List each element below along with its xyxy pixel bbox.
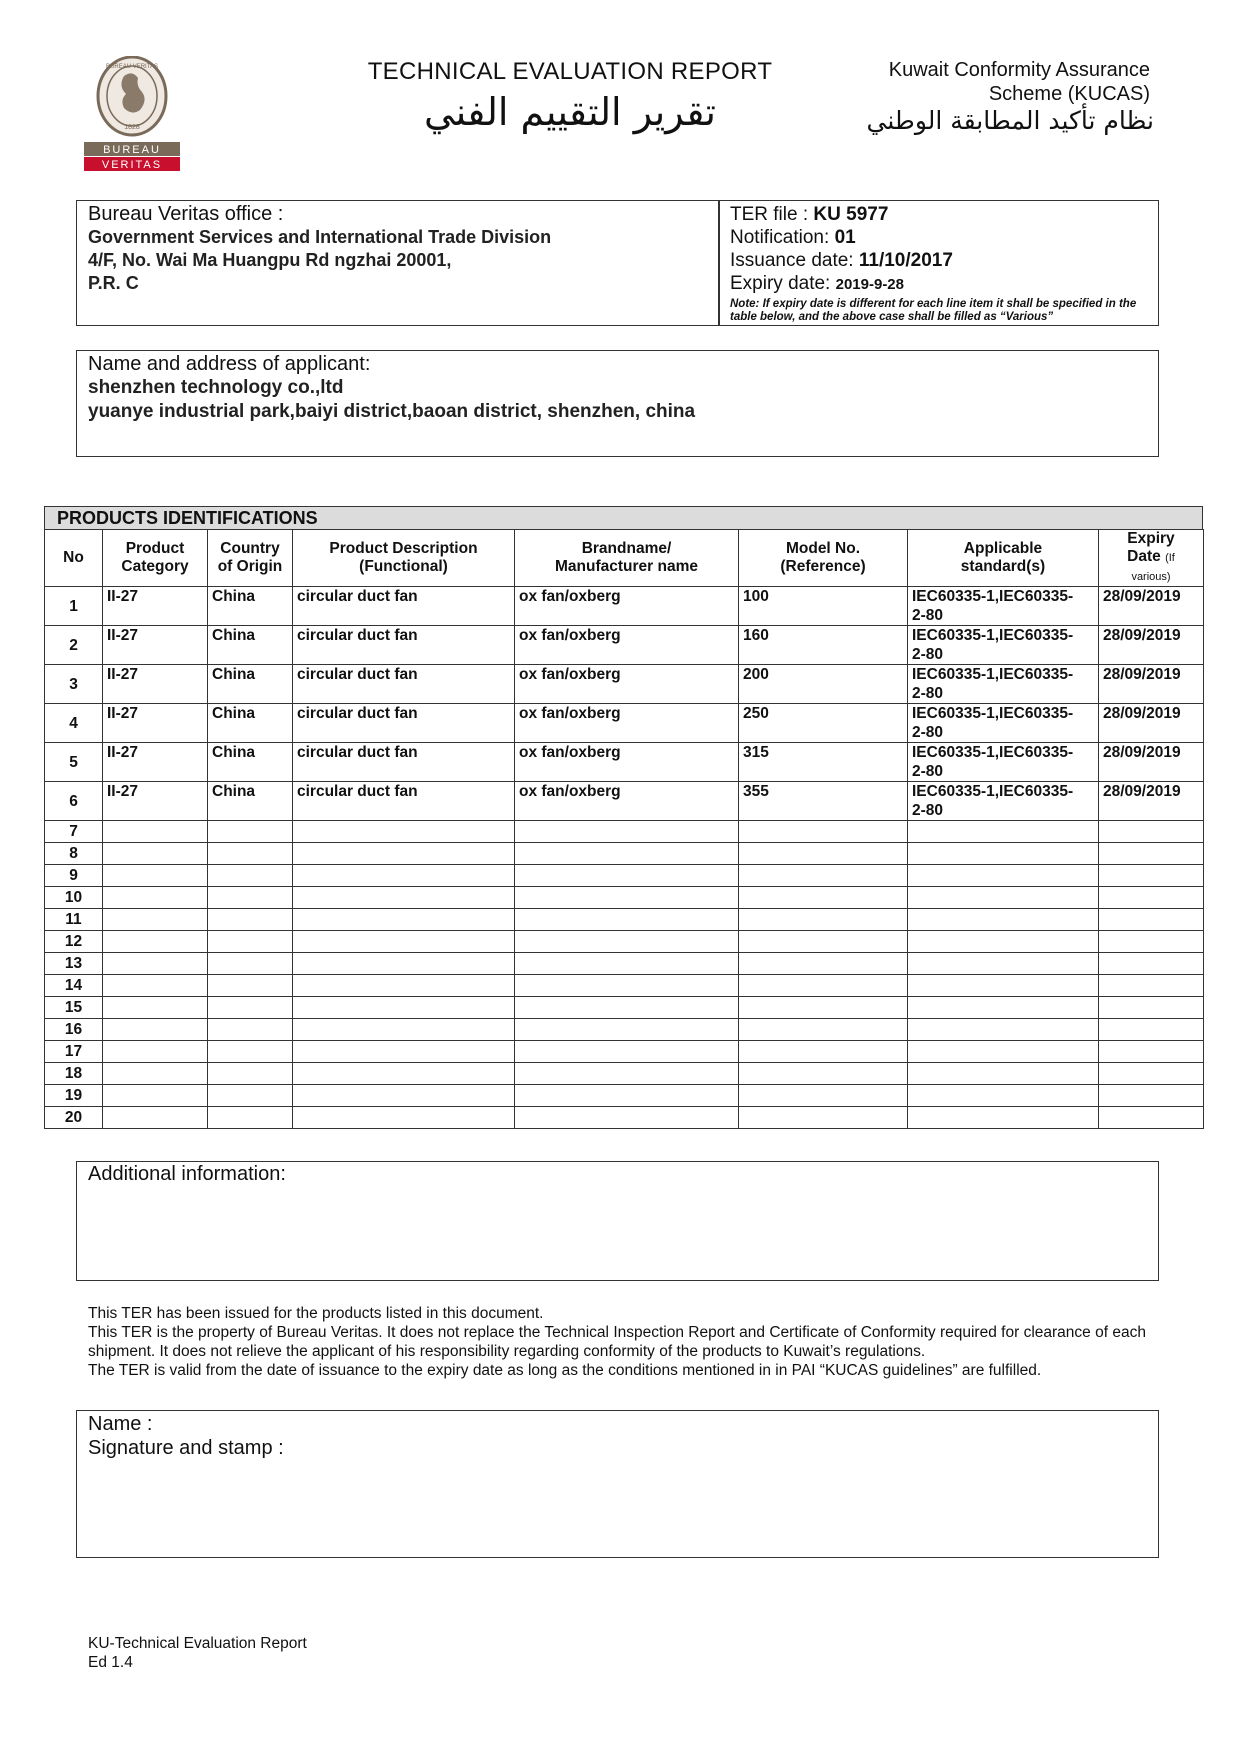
cell-no: 20: [45, 1107, 103, 1129]
disclaimer: [88, 1304, 1146, 1380]
cell-empty: [103, 865, 208, 887]
signature-block: [88, 1412, 284, 1460]
ter-file-label: TER file :: [730, 204, 809, 225]
cell-empty: [208, 953, 293, 975]
issuance-row: [730, 249, 1155, 272]
cell-origin: China: [208, 665, 293, 704]
cell-brand: ox fan/oxberg: [515, 626, 739, 665]
cell-origin: China: [208, 743, 293, 782]
cell-empty: [1099, 997, 1204, 1019]
cell-empty: [1099, 865, 1204, 887]
table-row: [45, 626, 1204, 665]
issuance-label: Issuance date:: [730, 250, 854, 271]
cell-empty: [208, 1085, 293, 1107]
header-description: Product Description (Functional): [293, 530, 515, 587]
cell-origin: China: [208, 587, 293, 626]
table-row: [45, 743, 1204, 782]
footer: [88, 1634, 307, 1672]
cell-no: 1: [45, 587, 103, 626]
ter-block: [730, 203, 1155, 324]
cell-expiry: 28/09/2019: [1099, 587, 1204, 626]
notification-value: 01: [834, 227, 856, 248]
cell-empty: [908, 931, 1099, 953]
logo-ring-text: BUREAU VERITAS: [106, 64, 158, 70]
standard-line-2: 2-80: [912, 607, 944, 624]
standard-line-1: IEC60335-1,IEC60335-: [912, 744, 1074, 761]
cell-empty: [208, 975, 293, 997]
ter-file-row: [730, 203, 1155, 226]
cell-empty: [739, 953, 908, 975]
office-block: [88, 203, 708, 295]
standard-line-2: 2-80: [912, 802, 944, 819]
table-row: [45, 704, 1204, 743]
standard-line-1: IEC60335-1,IEC60335-: [912, 588, 1074, 605]
ter-file-value: KU 5977: [813, 204, 889, 225]
table-row-empty: [45, 1063, 1204, 1085]
cell-empty: [208, 865, 293, 887]
cell-empty: [1099, 843, 1204, 865]
cell-origin: China: [208, 782, 293, 821]
cell-empty: [103, 931, 208, 953]
cell-empty: [208, 1107, 293, 1129]
cell-empty: [739, 1107, 908, 1129]
cell-empty: [739, 931, 908, 953]
cell-empty: [293, 953, 515, 975]
cell-standard: [908, 704, 1099, 743]
cell-brand: ox fan/oxberg: [515, 587, 739, 626]
table-row: [45, 782, 1204, 821]
cell-empty: [293, 821, 515, 843]
applicant-block: [88, 352, 1138, 424]
cell-model: 250: [739, 704, 908, 743]
cell-brand: ox fan/oxberg: [515, 743, 739, 782]
cell-brand: ox fan/oxberg: [515, 704, 739, 743]
cell-no: 8: [45, 843, 103, 865]
products-header-row: [45, 530, 1204, 587]
signature-label: Signature and stamp :: [88, 1437, 284, 1459]
cell-no: 18: [45, 1063, 103, 1085]
cell-model: 200: [739, 665, 908, 704]
office-address-line-2: 4/F, No. Wai Ma Huangpu Rd ngzhai 20001,: [88, 250, 452, 270]
cell-empty: [1099, 975, 1204, 997]
table-row-empty: [45, 865, 1204, 887]
disclaimer-p1: This TER has been issued for the products listed in this document.: [88, 1305, 544, 1322]
cell-empty: [293, 997, 515, 1019]
scheme-line-2: Scheme (KUCAS): [988, 83, 1150, 105]
cell-empty: [908, 997, 1099, 1019]
cell-empty: [103, 1107, 208, 1129]
notification-row: [730, 226, 1155, 249]
logo-word-veritas: VERITAS: [101, 159, 163, 171]
cell-empty: [908, 865, 1099, 887]
cell-empty: [515, 997, 739, 1019]
cell-empty: [293, 1085, 515, 1107]
cell-empty: [293, 909, 515, 931]
cell-empty: [739, 887, 908, 909]
cell-empty: [515, 1063, 739, 1085]
cell-empty: [515, 887, 739, 909]
standard-line-1: IEC60335-1,IEC60335-: [912, 783, 1074, 800]
cell-category: II-27: [103, 743, 208, 782]
cell-empty: [515, 975, 739, 997]
cell-empty: [908, 1019, 1099, 1041]
cell-empty: [1099, 821, 1204, 843]
standard-line-2: 2-80: [912, 646, 944, 663]
table-row-empty: [45, 975, 1204, 997]
cell-empty: [908, 843, 1099, 865]
notification-label: Notification:: [730, 227, 830, 248]
cell-standard: [908, 665, 1099, 704]
cell-empty: [515, 953, 739, 975]
cell-no: 16: [45, 1019, 103, 1041]
table-row-empty: [45, 931, 1204, 953]
cell-category: II-27: [103, 587, 208, 626]
cell-origin: China: [208, 626, 293, 665]
cell-empty: [103, 953, 208, 975]
cell-standard: [908, 782, 1099, 821]
standard-line-1: IEC60335-1,IEC60335-: [912, 705, 1074, 722]
cell-empty: [739, 865, 908, 887]
cell-empty: [103, 909, 208, 931]
cell-empty: [515, 909, 739, 931]
table-row-empty: [45, 843, 1204, 865]
cell-empty: [293, 931, 515, 953]
header-standard: Applicable standard(s): [908, 530, 1099, 587]
cell-empty: [1099, 1085, 1204, 1107]
cell-empty: [1099, 931, 1204, 953]
cell-empty: [208, 821, 293, 843]
cell-empty: [739, 1085, 908, 1107]
cell-empty: [103, 1063, 208, 1085]
cell-model: 315: [739, 743, 908, 782]
standard-line-2: 2-80: [912, 724, 944, 741]
office-ter-divider: [718, 200, 720, 326]
header-origin: Country of Origin: [208, 530, 293, 587]
cell-empty: [208, 1063, 293, 1085]
table-row-empty: [45, 887, 1204, 909]
cell-no: 15: [45, 997, 103, 1019]
expiry-value: 2019-9-28: [835, 276, 904, 293]
cell-no: 17: [45, 1041, 103, 1063]
applicant-label: Name and address of applicant:: [88, 353, 371, 375]
cell-empty: [293, 1107, 515, 1129]
cell-desc: circular duct fan: [293, 743, 515, 782]
cell-empty: [293, 1041, 515, 1063]
cell-empty: [908, 953, 1099, 975]
cell-no: 6: [45, 782, 103, 821]
cell-empty: [208, 1041, 293, 1063]
cell-empty: [739, 1041, 908, 1063]
cell-empty: [908, 1085, 1099, 1107]
cell-model: 355: [739, 782, 908, 821]
cell-empty: [1099, 953, 1204, 975]
table-row-empty: [45, 1019, 1204, 1041]
scheme-line-1: Kuwait Conformity Assurance: [888, 59, 1150, 81]
cell-empty: [293, 843, 515, 865]
table-row: [45, 665, 1204, 704]
bureau-veritas-seal-icon: [84, 56, 180, 174]
cell-empty: [293, 1019, 515, 1041]
cell-expiry: 28/09/2019: [1099, 626, 1204, 665]
cell-empty: [908, 909, 1099, 931]
scheme-title-ar: نظام تأكيد المطابقة الوطني: [866, 106, 1154, 135]
cell-desc: circular duct fan: [293, 782, 515, 821]
cell-category: II-27: [103, 782, 208, 821]
cell-empty: [908, 1107, 1099, 1129]
header-no: No: [45, 530, 103, 587]
cell-empty: [103, 975, 208, 997]
cell-no: 12: [45, 931, 103, 953]
cell-no: 10: [45, 887, 103, 909]
table-row-empty: [45, 1085, 1204, 1107]
table-row-empty: [45, 1041, 1204, 1063]
cell-origin: China: [208, 704, 293, 743]
cell-empty: [103, 1085, 208, 1107]
table-row-empty: [45, 821, 1204, 843]
footer-edition: Ed 1.4: [88, 1654, 133, 1671]
cell-no: 7: [45, 821, 103, 843]
office-address-line-1: Government Services and International Trade Division: [88, 227, 552, 247]
cell-expiry: 28/09/2019: [1099, 665, 1204, 704]
cell-empty: [739, 975, 908, 997]
disclaimer-p3: The TER is valid from the date of issuance to the expiry date as long as the conditions mentioned in in PAI “KUCAS guidelines” are fulfilled.: [88, 1362, 1042, 1379]
cell-empty: [293, 1063, 515, 1085]
cell-empty: [1099, 909, 1204, 931]
cell-desc: circular duct fan: [293, 704, 515, 743]
cell-empty: [515, 1041, 739, 1063]
cell-empty: [908, 821, 1099, 843]
table-row-empty: [45, 997, 1204, 1019]
cell-empty: [103, 887, 208, 909]
cell-empty: [208, 843, 293, 865]
cell-empty: [293, 887, 515, 909]
header-expiry: Expiry Date (If various): [1099, 530, 1204, 587]
standard-line-2: 2-80: [912, 763, 944, 780]
cell-desc: circular duct fan: [293, 587, 515, 626]
header-category: Product Category: [103, 530, 208, 587]
header-model: Model No. (Reference): [739, 530, 908, 587]
cell-empty: [739, 1063, 908, 1085]
expiry-note: Note: If expiry date is different for each line item it shall be specified in the table below, and the above case shall be filled as “Various”: [730, 298, 1137, 323]
cell-no: 5: [45, 743, 103, 782]
footer-doc-name: KU-Technical Evaluation Report: [88, 1635, 307, 1652]
cell-no: 13: [45, 953, 103, 975]
cell-empty: [515, 821, 739, 843]
products-section-title: PRODUCTS IDENTIFICATIONS: [44, 506, 1203, 530]
logo-word-bureau: BUREAU: [103, 144, 161, 156]
cell-standard: [908, 587, 1099, 626]
applicant-name: shenzhen technology co.,ltd: [88, 377, 344, 398]
cell-empty: [515, 843, 739, 865]
table-row-empty: [45, 909, 1204, 931]
name-label: Name :: [88, 1413, 153, 1435]
cell-no: 14: [45, 975, 103, 997]
cell-empty: [1099, 887, 1204, 909]
cell-expiry: 28/09/2019: [1099, 704, 1204, 743]
cell-expiry: 28/09/2019: [1099, 782, 1204, 821]
cell-empty: [739, 909, 908, 931]
cell-empty: [1099, 1107, 1204, 1129]
cell-empty: [908, 1063, 1099, 1085]
cell-empty: [515, 1019, 739, 1041]
cell-no: 2: [45, 626, 103, 665]
table-row: [45, 587, 1204, 626]
scheme-title-en: [850, 58, 1150, 106]
table-row-empty: [45, 1107, 1204, 1129]
bureau-veritas-logo: [84, 56, 180, 174]
cell-empty: [908, 1041, 1099, 1063]
cell-desc: circular duct fan: [293, 665, 515, 704]
table-row-empty: [45, 953, 1204, 975]
issuance-value: 11/10/2017: [858, 250, 953, 271]
cell-empty: [515, 931, 739, 953]
cell-no: 9: [45, 865, 103, 887]
cell-no: 3: [45, 665, 103, 704]
cell-model: 100: [739, 587, 908, 626]
cell-model: 160: [739, 626, 908, 665]
cell-desc: circular duct fan: [293, 626, 515, 665]
cell-no: 19: [45, 1085, 103, 1107]
expiry-row: [730, 272, 1155, 296]
disclaimer-p2: This TER is the property of Bureau Veritas. It does not replace the Technical Inspection Report and Certificate of Conformity required for clearance of each shipment. It does not relieve the applicant of his responsibility regarding conformity of the products to Kuwait’s regulations.: [88, 1324, 1146, 1360]
cell-brand: ox fan/oxberg: [515, 665, 739, 704]
cell-empty: [739, 821, 908, 843]
additional-info-label: Additional information:: [88, 1163, 286, 1185]
cell-empty: [293, 975, 515, 997]
cell-category: II-27: [103, 626, 208, 665]
standard-line-1: IEC60335-1,IEC60335-: [912, 627, 1074, 644]
cell-no: 11: [45, 909, 103, 931]
cell-category: II-27: [103, 665, 208, 704]
cell-empty: [515, 865, 739, 887]
cell-empty: [1099, 1041, 1204, 1063]
cell-empty: [908, 887, 1099, 909]
cell-empty: [103, 1019, 208, 1041]
cell-empty: [1099, 1019, 1204, 1041]
cell-empty: [208, 931, 293, 953]
cell-standard: [908, 626, 1099, 665]
logo-year: 1828: [124, 124, 140, 131]
cell-expiry: 28/09/2019: [1099, 743, 1204, 782]
cell-empty: [293, 865, 515, 887]
cell-empty: [739, 1019, 908, 1041]
expiry-label: Expiry date:: [730, 273, 831, 294]
applicant-address: yuanye industrial park,baiyi district,baoan district, shenzhen, china: [88, 401, 696, 422]
header-brand: Brandname/ Manufacturer name: [515, 530, 739, 587]
cell-empty: [908, 975, 1099, 997]
cell-empty: [103, 821, 208, 843]
cell-brand: ox fan/oxberg: [515, 782, 739, 821]
cell-empty: [515, 1107, 739, 1129]
report-title-en: TECHNICAL EVALUATION REPORT: [367, 58, 773, 85]
cell-empty: [208, 887, 293, 909]
cell-no: 4: [45, 704, 103, 743]
cell-empty: [103, 843, 208, 865]
cell-standard: [908, 743, 1099, 782]
cell-empty: [739, 997, 908, 1019]
products-table: [44, 529, 1204, 1129]
cell-empty: [208, 997, 293, 1019]
cell-category: II-27: [103, 704, 208, 743]
cell-empty: [739, 843, 908, 865]
cell-empty: [1099, 1063, 1204, 1085]
report-title-ar: تقرير التقييم الفني: [423, 90, 716, 134]
office-address-line-3: P.R. C: [88, 273, 139, 293]
cell-empty: [103, 1041, 208, 1063]
standard-line-2: 2-80: [912, 685, 944, 702]
cell-empty: [208, 909, 293, 931]
standard-line-1: IEC60335-1,IEC60335-: [912, 666, 1074, 683]
cell-empty: [208, 1019, 293, 1041]
cell-empty: [515, 1085, 739, 1107]
office-label: Bureau Veritas office :: [88, 203, 284, 225]
cell-empty: [103, 997, 208, 1019]
